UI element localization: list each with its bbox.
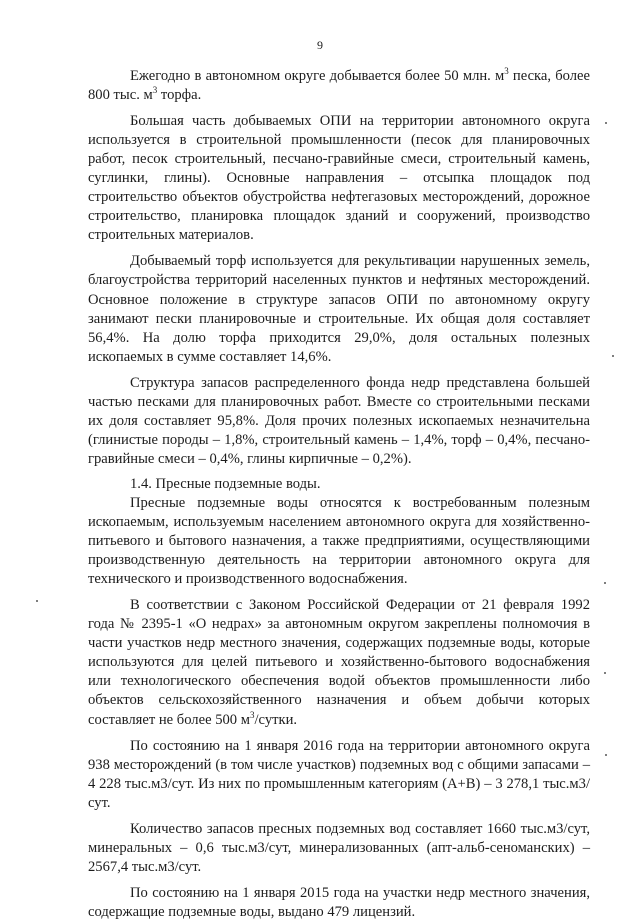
scan-speck <box>612 355 614 357</box>
text-run: Ежегодно в автономном округе добывается более 50 млн. м <box>130 68 505 84</box>
section-heading <box>88 475 590 494</box>
paragraph <box>88 737 590 813</box>
scan-speck <box>605 754 607 756</box>
scan-speck <box>604 582 606 584</box>
text-run: По состоянию на 1 января 2015 года на участки недр местного значения, содержащие подземные воды, выдано 479 лицензий. <box>88 884 590 920</box>
text-run: торфа. <box>157 87 202 104</box>
text-run: 1.4. Пресные подземные воды. <box>130 475 321 492</box>
paragraph <box>88 820 590 877</box>
superscript: 3 <box>152 85 158 96</box>
paragraph <box>88 494 590 589</box>
paragraph <box>88 884 590 922</box>
superscript: 3 <box>504 66 509 77</box>
page-number: 9 <box>317 38 323 52</box>
superscript: 3 <box>249 709 255 720</box>
text-run: В соответствии с Законом Российской Федерации от 21 февраля 1992 года № 2395-1 «О недрах» за автономным округом закреплены полномочия в части участков недр местного значения, содержащих подземные воды, которые используются для целей питьевого и хозяйственно-бытового водоснабжения или технологического обеспечения водой объектов промышленности либо объектов сельскохозяйственного назначения и объем добычи которых составляет не более 500 м <box>88 597 590 728</box>
paragraph <box>88 374 590 469</box>
scan-speck <box>36 600 38 602</box>
scan-speck <box>604 672 606 674</box>
scan-speck <box>605 122 607 124</box>
paragraph <box>88 252 590 366</box>
text-run: Пресные подземные воды относятся к востребованным полезным ископаемым, используемым населением автономного округа для хозяйственно-питьевого и бытового назначения, а также предприятиями, осуществляющими производственную деятельность на территории автономного округа для технического и производственного водоснабжения. <box>88 494 590 588</box>
text-run: Большая часть добываемых ОПИ на территории автономного округа используется в строительной промышленности (песок для планировочных работ, песок строительный, песчано-гравийные смеси, строительный камень, суглинки, глины). Основные направления – отсыпка площадок под строительство объектов обустройства нефтегазовых месторождений, дорожное строительство, планировка площадок зданий и сооружений, производство строительных материалов. <box>88 113 590 244</box>
text-run: По состоянию на 1 января 2016 года на территории автономного округа 938 месторождений (в том числе участков) подземных вод с общими запасами – 4 228 тыс.м3/сут. Из них по промышленным категориям (А+В) – 3 278,1 тыс.м3/сут. <box>88 737 590 811</box>
paragraph <box>88 596 590 729</box>
text-run: /сутки. <box>254 711 298 728</box>
paragraph <box>88 112 590 245</box>
paragraph <box>88 67 590 105</box>
text-run: Добываемый торф используется для рекультивации нарушенных земель, благоустройства территорий населенных пунктов и нефтяных месторождений. Основное положение в структуре запасов ОПИ по автономному округу занимают пески планировочные и строительные. Их общая доля составляет 56,4%. На долю торфа приходится 29,0%, доля остальных полезных ископаемых в сумме составляет 14,6%. <box>88 253 590 365</box>
text-run: песка, более 800 тыс. м <box>88 68 590 104</box>
text-run: Структура запасов распределенного фонда недр представлена большей частью песками для планировочных работ. Вместе со строительными песками их доля составляет 95,8%. Доля прочих полезных ископаемых незначительна (глинистые породы – 1,8%, строительный камень – 1,4%, торф – 0,4%, песчано-гравийные смеси – 0,4%, глины кирпичные – 0,2%). <box>88 374 590 467</box>
document-body <box>88 67 590 922</box>
text-run: Количество запасов пресных подземных вод составляет 1660 тыс.м3/сут, минеральных – 0,6 тыс.м3/сут, минерализованных (апт-альб-сеноманских) – 2567,4 тыс.м3/сут. <box>88 820 590 875</box>
